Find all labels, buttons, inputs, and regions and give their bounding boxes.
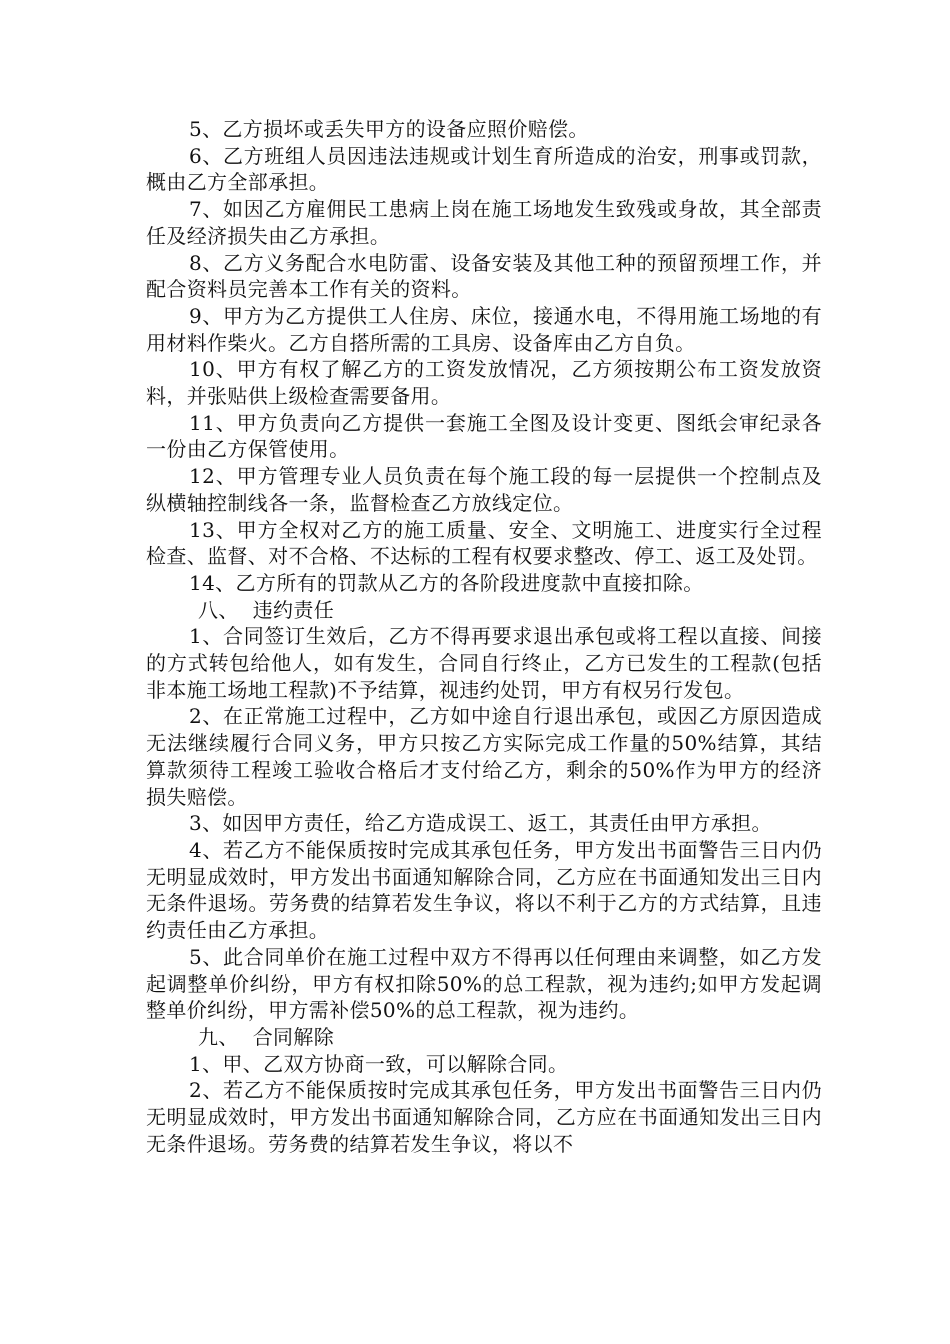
section-heading-termination: [146, 1024, 822, 1051]
clause-7-13: 13、甲方全权对乙方的施工质量、安全、文明施工、进度实行全过程检查、监督、对不合格、不达标的工程有权要求整改、停工、返工及处罚。: [146, 517, 822, 569]
clause-7-7: 7、如因乙方雇佣民工患病上岗在施工场地发生致残或身故，其全部责任及经济损失由乙方承担。: [146, 197, 822, 248]
clause-7-11: 11、甲方负责向乙方提供一套施工全图及设计变更、图纸会审纪录各一份由乙方保管使用。: [146, 410, 822, 462]
clause-7-9: 9、甲方为乙方提供工人住房、床位，接通水电，不得用施工场地的有用材料作柴火。乙方自搭所需的工具房、设备库由乙方自负。: [146, 303, 822, 355]
clause-8-3: 3、如因甲方责任，给乙方造成误工、返工，其责任由甲方承担。: [189, 811, 772, 836]
clause-7-12: 12、甲方管理专业人员负责在每个施工段的每一层提供一个控制点及纵横轴控制线各一条，监督检查乙方放线定位。: [146, 464, 822, 515]
section-title: 合同解除: [252, 1024, 335, 1049]
clause-8-4: 4、若乙方不能保质按时完成其承包任务，甲方发出书面警告三日内仍无明显成效时，甲方发出书面通知解除合同，乙方应在书面通知发出三日内无条件退场。劳务费的结算若发生争议，将以不利于乙方的方式结算，且违约责任由乙方承担。: [146, 837, 822, 943]
section-heading-breach: [146, 597, 822, 624]
clause-7-10: 10、甲方有权了解乙方的工资发放情况，乙方须按期公布工资发放资料，并张贴供上级检查需要备用。: [146, 357, 822, 409]
clause-8-1: 1、合同签订生效后，乙方不得再要求退出承包或将工程以直接、间接的方式转包给他人，如有发生，合同自行终止，乙方已发生的工程款(包括非本施工场地工程款)不予结算，视违约处罚，甲方有权另行发包。: [146, 624, 822, 702]
clause-7-14: 14、乙方所有的罚款从乙方的各阶段进度款中直接扣除。: [189, 570, 704, 595]
clause-7-5: 5、乙方损坏或丢失甲方的设备应照价赔偿。: [189, 117, 589, 141]
clause-9-1: 1、甲、乙双方协商一致，可以解除合同。: [189, 1051, 569, 1076]
document-body: [146, 116, 822, 1157]
clause-7-6: 6、乙方班组人员因违法违规或计划生育所造成的治安，刑事或罚款，概由乙方全部承担。: [146, 143, 822, 195]
section-title: 违约责任: [252, 597, 335, 622]
section-number: 九、: [198, 1024, 239, 1049]
clause-8-5: 5、此合同单价在施工过程中双方不得再以任何理由来调整，如乙方发起调整单价纠纷，甲方有权扣除50%的总工程款，视为违约;如甲方发起调整单价纠纷，甲方需补偿50%的总工程款，视为违约。: [146, 944, 822, 1023]
clause-7-8: 8、乙方义务配合水电防雷、设备安装及其他工种的预留预埋工作，并配合资料员完善本工作有关的资料。: [146, 250, 822, 302]
clause-8-2: 2、在正常施工过程中，乙方如中途自行退出承包，或因乙方原因造成无法继续履行合同义务，甲方只按乙方实际完成工作量的50%结算，其结算款须待工程竣工验收合格后才支付给乙方，剩余的50%作为甲方的经济损失赔偿。: [146, 704, 822, 809]
clause-9-2: 2、若乙方不能保质按时完成其承包任务，甲方发出书面警告三日内仍无明显成效时，甲方发出书面通知解除合同，乙方应在书面通知发出三日内无条件退场。劳务费的结算若发生争议，将以不: [146, 1078, 822, 1156]
section-number: 八、: [198, 597, 239, 622]
